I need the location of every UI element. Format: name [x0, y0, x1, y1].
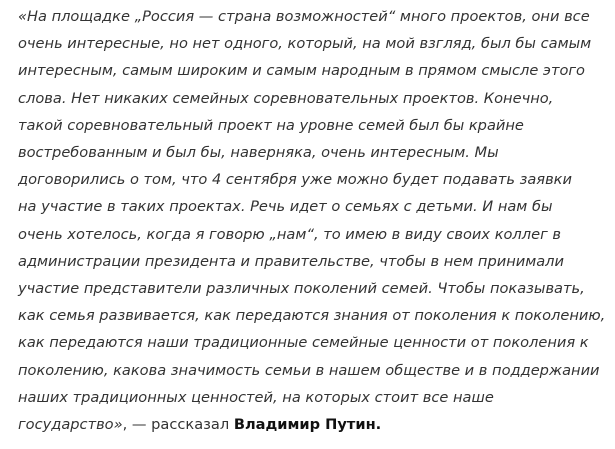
quote-line: очень хотелось, когда я говорю „нам“, то имею в виду своих коллег в — [18, 225, 561, 243]
quote-final-line — [18, 411, 610, 438]
article-paragraph — [18, 3, 610, 438]
quote-line: участие представители различных поколений семей. Чтобы показывать, — [18, 280, 585, 298]
quote-line: интересным, самым широким и самым народным в прямом смысле этого — [18, 62, 585, 80]
quote-line: наших традиционных ценностей, на которых стоит все наше — [18, 388, 494, 406]
quote-line: на участие в таких проектах. Речь идет о семьях с детьми. И нам бы — [18, 198, 553, 216]
speaker-name: Владимир Путин. — [233, 416, 382, 434]
quote-line: «На площадке „Россия — страна возможностей“ много проектов, они все — [18, 8, 590, 25]
quote-ending: государство» — [18, 416, 123, 434]
quote-line: поколению, какова значимость семьи в нашем обществе и в поддержании — [18, 361, 600, 379]
quote-line: как передаются наши традиционные семейные ценности от поколения к — [18, 334, 589, 352]
attribution-text: , — рассказал — [122, 416, 234, 434]
quote-line: такой соревновательный проект на уровне семей был бы крайне — [18, 116, 524, 134]
quote-line: очень интересные, но нет одного, который, на мой взгляд, был бы самым — [18, 35, 592, 53]
quote-line: договорились о том, что 4 сентября уже можно будет подавать заявки — [18, 171, 572, 189]
quote-line: слова. Нет никаких семейных соревновательных проектов. Конечно, — [18, 89, 554, 107]
quote-line: как семья развивается, как передаются знания от поколения к поколению, — [18, 307, 606, 325]
quote-line: администрации президента и правительстве, чтобы в нем принимали — [18, 252, 564, 270]
quote-line: востребованным и был бы, наверняка, очень интересным. Мы — [18, 144, 499, 162]
